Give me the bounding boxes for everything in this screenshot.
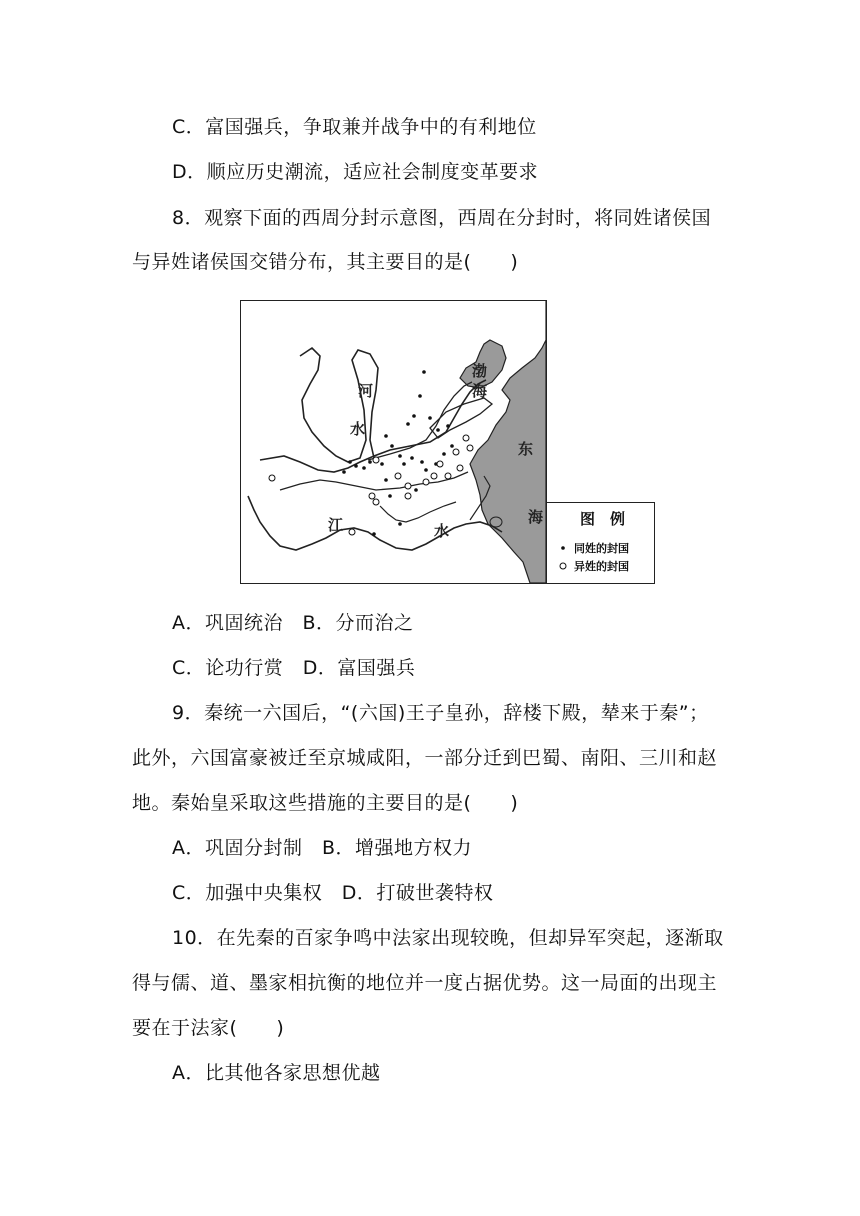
q7-option-d: D．顺应历史潮流，适应社会制度变革要求 bbox=[172, 161, 539, 183]
same-fief-dot bbox=[348, 460, 352, 464]
western-zhou-fief-map bbox=[240, 300, 656, 584]
legend-same-label: 同姓的封国 bbox=[574, 542, 629, 555]
q9-options-cd: C．加强中央集权 D．打破世袭特权 bbox=[172, 882, 494, 904]
label-bo: 渤 bbox=[472, 362, 488, 380]
diff-fief-circle bbox=[453, 449, 459, 455]
same-fief-dot bbox=[390, 444, 394, 448]
same-fief-dot bbox=[410, 456, 414, 460]
same-fief-dot bbox=[384, 478, 388, 482]
same-fief-dot bbox=[388, 494, 392, 498]
same-fief-dot bbox=[354, 464, 358, 468]
q10-stem-line2: 得与儒、道、墨家相抗衡的地位并一度占据优势。这一局面的出现主 bbox=[132, 972, 718, 994]
same-fief-dot bbox=[442, 452, 446, 456]
diff-fief-circle bbox=[437, 461, 443, 467]
same-fief-dot bbox=[402, 462, 406, 466]
diff-fief-circle bbox=[269, 475, 275, 481]
diff-fief-circle bbox=[373, 457, 379, 463]
same-fief-dot bbox=[362, 466, 366, 470]
q9-stem-line3: 地。秦始皇采取这些措施的主要目的是( ) bbox=[132, 792, 519, 814]
q10-stem-line1: 10．在先秦的百家争鸣中法家出现较晚，但却异军突起，逐渐取 bbox=[172, 927, 724, 949]
same-fief-dot bbox=[412, 414, 416, 418]
q9-options-ab: A．巩固分封制 B．增强地方权力 bbox=[172, 837, 473, 859]
diff-fief-circle bbox=[405, 493, 411, 499]
label-shui-2: 水 bbox=[434, 522, 450, 540]
legend-title: 图 例 bbox=[580, 510, 626, 528]
diff-fief-circle bbox=[395, 473, 401, 479]
legend-same-symbol bbox=[561, 546, 565, 550]
same-fief-dot bbox=[436, 428, 440, 432]
label-hai-2: 海 bbox=[528, 508, 544, 526]
diff-fief-circle bbox=[431, 473, 437, 479]
legend-diff-label: 异姓的封国 bbox=[574, 560, 629, 573]
same-fief-dot bbox=[418, 394, 422, 398]
label-jiang: 江 bbox=[328, 516, 344, 534]
q9-stem-line1: 9．秦统一六国后，“(六国)王子皇孙，辞楼下殿，辇来于秦”； bbox=[172, 702, 709, 724]
label-dong: 东 bbox=[518, 440, 534, 458]
legend-diff-symbol bbox=[560, 563, 566, 569]
q8-stem-line1: 8．观察下面的西周分封示意图，西周在分封时，将同姓诸侯国 bbox=[172, 207, 712, 229]
label-hai-1: 海 bbox=[472, 382, 488, 400]
same-fief-dot bbox=[368, 460, 372, 464]
same-fief-dot bbox=[398, 522, 402, 526]
label-he: 河 bbox=[358, 382, 374, 400]
q8-stem-line2: 与异姓诸侯国交错分布，其主要目的是( ) bbox=[132, 251, 519, 273]
diff-fief-circle bbox=[467, 445, 473, 451]
same-fief-dot bbox=[398, 454, 402, 458]
q10-stem-line3: 要在于法家( ) bbox=[132, 1017, 285, 1039]
same-fief-dot bbox=[406, 422, 410, 426]
diff-fief-circle bbox=[373, 499, 379, 505]
label-shui-1: 水 bbox=[350, 420, 366, 438]
same-fief-dot bbox=[446, 424, 450, 428]
same-fief-dot bbox=[424, 468, 428, 472]
island bbox=[490, 517, 502, 527]
diff-fief-circle bbox=[405, 483, 411, 489]
diff-fief-circle bbox=[457, 465, 463, 471]
q7-option-c: C．富国强兵，争取兼并战争中的有利地位 bbox=[172, 116, 537, 138]
same-fief-dot bbox=[428, 416, 432, 420]
q9-stem-line2: 此外，六国富豪被迁至京城咸阳，一部分迁到巴蜀、南阳、三川和赵 bbox=[132, 747, 718, 769]
q8-options-cd: C．论功行赏 D．富国强兵 bbox=[172, 657, 416, 679]
same-fief-dot bbox=[450, 444, 454, 448]
same-fief-dot bbox=[420, 460, 424, 464]
same-fief-dot bbox=[384, 434, 388, 438]
diff-fief-circle bbox=[423, 479, 429, 485]
diff-fief-circle bbox=[349, 529, 355, 535]
diff-fief-circle bbox=[463, 435, 469, 441]
same-fief-dot bbox=[372, 532, 376, 536]
same-fief-dot bbox=[414, 488, 418, 492]
same-fief-dot bbox=[342, 470, 346, 474]
q10-option-a: A．比其他各家思想优越 bbox=[172, 1062, 381, 1084]
diff-fief-circle bbox=[445, 473, 451, 479]
same-fief-dot bbox=[422, 370, 426, 374]
same-fief-dot bbox=[380, 462, 384, 466]
q8-options-ab: A．巩固统治 B．分而治之 bbox=[172, 612, 414, 634]
diff-fief-circle bbox=[369, 493, 375, 499]
